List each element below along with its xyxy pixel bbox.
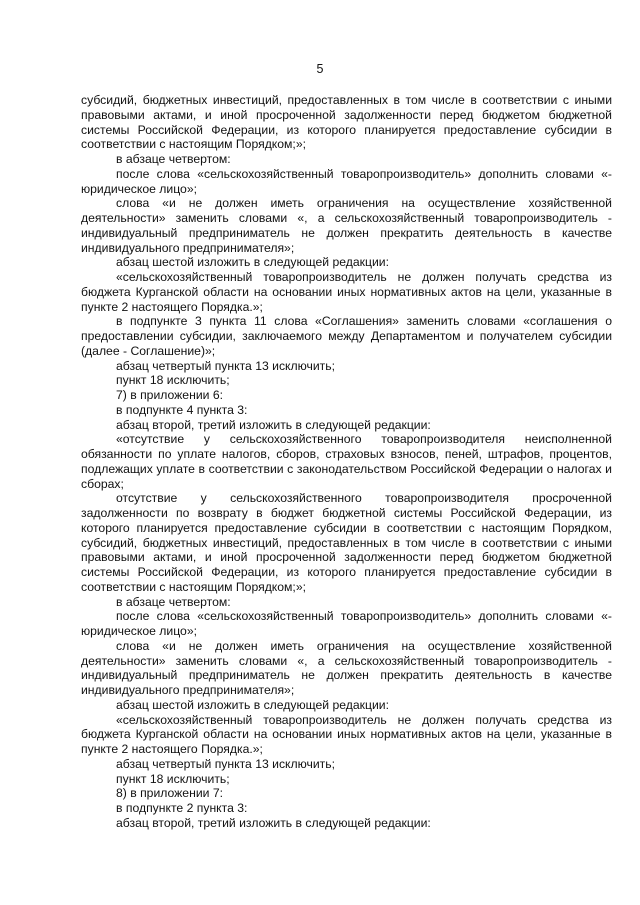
paragraph: после слова «сельскохозяйственный товаропроизводитель» дополнить словами «- юридическое лицо»;: [81, 609, 612, 638]
document-body: [81, 93, 612, 831]
paragraph: абзац шестой изложить в следующей редакции:: [116, 697, 389, 712]
paragraph: пункт 18 исключить;: [116, 771, 230, 786]
paragraph: после слова «сельскохозяйственный товаропроизводитель» дополнить словами «- юридическое лицо»;: [81, 166, 612, 196]
paragraph: абзац шестой изложить в следующей редакции:: [116, 255, 389, 270]
paragraph: абзац второй, третий изложить в следующей редакции:: [116, 815, 431, 830]
paragraph: слова «и не должен иметь ограничения на осуществление хозяйственной деятельности» заменить словами «, а сельскохозяйственный товаропроизводитель - индивидуальный предприниматель не должен прекратить деятельность в качестве индивидуального предпринимателя»;: [81, 196, 612, 255]
paragraph: абзац четвертый пункта 13 исключить;: [116, 358, 335, 373]
paragraph: 8) в приложении 7:: [116, 786, 223, 801]
paragraph: в подпункте 2 пункта 3:: [116, 801, 248, 815]
paragraph: «отсутствие у сельскохозяйственного товаропроизводителя неисполненной обязанности по уплате налогов, сборов, страховых взносов, пеней, штрафов, процентов, подлежащих уплате в соответствии с законодательством Российской Федерации о налогах и сборах;: [81, 432, 612, 491]
paragraph: 7) в приложении 6:: [116, 388, 223, 402]
page-number: 5: [316, 62, 324, 76]
paragraph: пункт 18 исключить;: [116, 373, 230, 388]
paragraph: в подпункте 4 пункта 3:: [116, 402, 248, 417]
paragraph: в абзаце четвертом:: [116, 152, 231, 166]
paragraph: в абзаце четвертом:: [116, 594, 231, 609]
paragraph: субсидий, бюджетных инвестиций, предоставленных в том числе в соответствии с иными правовыми актами, и иной просроченной задолженности перед бюджетом бюджетной системы Российской Федерации, из которого планируется предоставление субсидии в соответствии с настоящим Порядком;»;: [81, 93, 612, 152]
paragraph: абзац второй, третий изложить в следующей редакции:: [116, 417, 431, 432]
paragraph: абзац четвертый пункта 13 исключить;: [116, 756, 335, 771]
paragraph: «сельскохозяйственный товаропроизводитель не должен получать средства из бюджета Курганской области на основании иных нормативных актов на цели, указанные в пункте 2 настоящего Порядка.»;: [81, 270, 612, 314]
paragraph: «сельскохозяйственный товаропроизводитель не должен получать средства из бюджета Курганской области на основании иных нормативных актов на цели, указанные в пункте 2 настоящего Порядка.»;: [81, 712, 612, 756]
paragraph: слова «и не должен иметь ограничения на осуществление хозяйственной деятельности» заменить словами «, а сельскохозяйственный товаропроизводитель - индивидуальный предприниматель не должен прекратить деятельность в качестве индивидуального предпринимателя»;: [81, 638, 612, 697]
paragraph: в подпункте 3 пункта 11 слова «Соглашения» заменить словами «соглашения о предоставлении субсидии, заключаемого между Департаментом и получателем субсидии (далее - Соглашение)»;: [81, 314, 612, 358]
paragraph: отсутствие у сельскохозяйственного товаропроизводителя просроченной задолженности по возврату в бюджет бюджетной системы Российской Федерации, из которого планируется предоставление субсидии в соответствии с настоящим Порядком, субсидий, бюджетных инвестиций, предоставленных в том числе в соответствии с иными правовыми актами, и иной просроченной задолженности перед бюджетом бюджетной системы Российской Федерации, из которого планируется предоставление субсидии в соответствии с настоящим Порядком;»;: [81, 491, 612, 594]
